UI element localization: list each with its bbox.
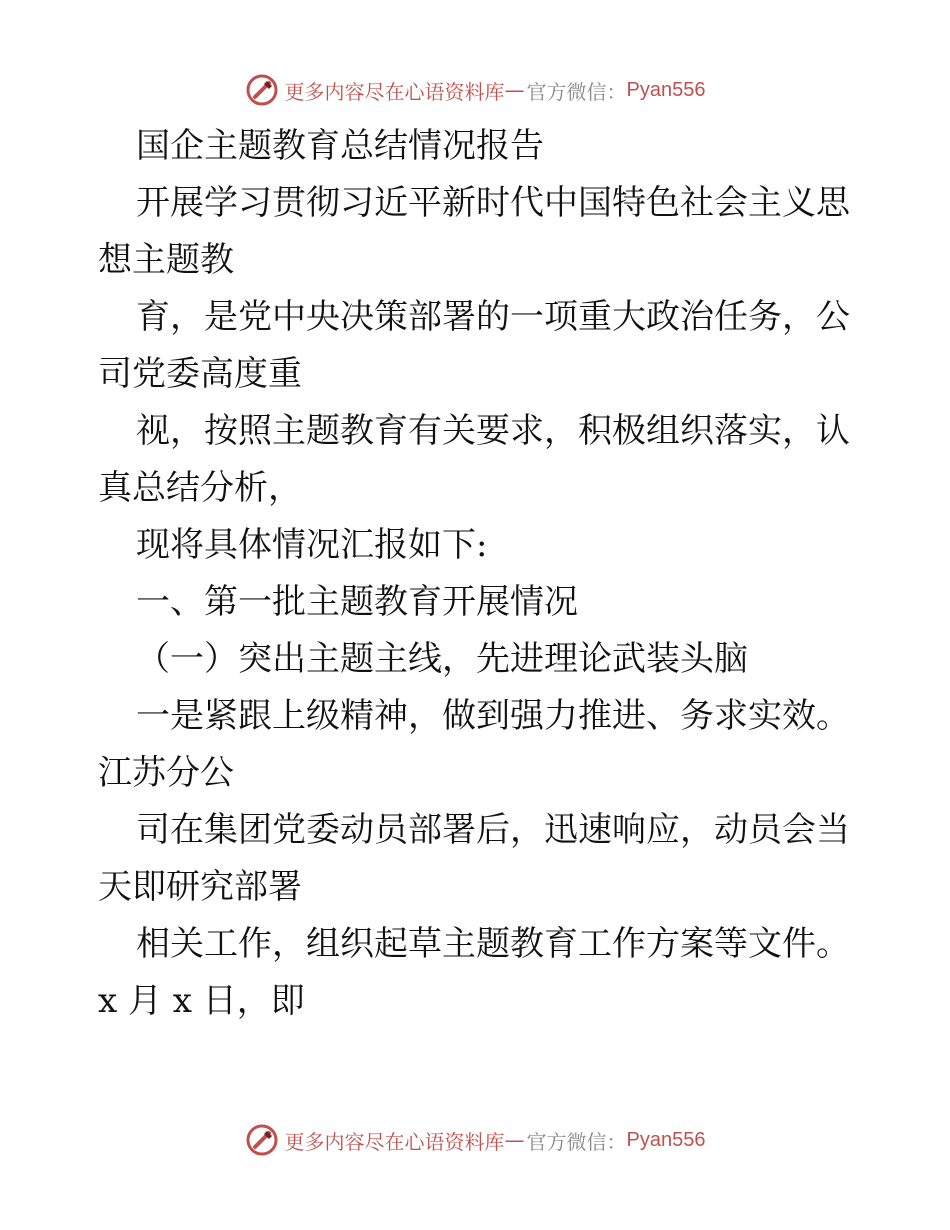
brand-logo-icon [245, 73, 279, 107]
brand-logo-icon [245, 1123, 279, 1157]
header-text: 更多内容尽在心语资料库 [284, 79, 505, 104]
document-line: 开展学习贯彻习近平新时代中国特色社会主义思 [136, 183, 850, 223]
document-line: 司党委高度重 [98, 354, 302, 394]
document-body [98, 118, 858, 1030]
header-sub: 官方微信： [526, 79, 627, 104]
document-line: 司在集团党委动员部署后，迅速响应，动员会当 [136, 810, 850, 850]
document-line: 相关工作，组织起草主题教育工作方案等文件。 [136, 924, 850, 964]
footer-banner [0, 1120, 950, 1160]
document-line: 现将具体情况汇报如下: [136, 525, 488, 565]
footer-text: 更多内容尽在心语资料库 [284, 1129, 505, 1154]
document-line: 育，是党中央决策部署的一项重大政治任务，公 [136, 297, 850, 337]
document-line: 视，按照主题教育有关要求，积极组织落实，认 [136, 411, 850, 451]
footer-separator: — [504, 1128, 525, 1152]
header-wechat: Pyan556 [626, 78, 706, 101]
header-separator: — [504, 78, 525, 102]
document-line: （一）突出主题主线，先进理论武装头脑 [136, 639, 748, 679]
document-line: 真总结分析， [98, 468, 302, 508]
footer-sub: 官方微信： [526, 1129, 627, 1154]
document-line: 一、第一批主题教育开展情况 [136, 582, 578, 622]
document-line: 想主题教 [98, 240, 234, 280]
document-line: x 月 x 日，即 [98, 981, 305, 1021]
document-line: 天即研究部署 [98, 867, 302, 907]
document-line: 国企主题教育总结情况报告 [136, 126, 544, 166]
header-banner [0, 70, 950, 110]
document-line: 一是紧跟上级精神，做到强力推进、务求实效。 [136, 696, 850, 736]
document-line: 江苏分公 [98, 753, 234, 793]
footer-wechat: Pyan556 [626, 1128, 706, 1151]
